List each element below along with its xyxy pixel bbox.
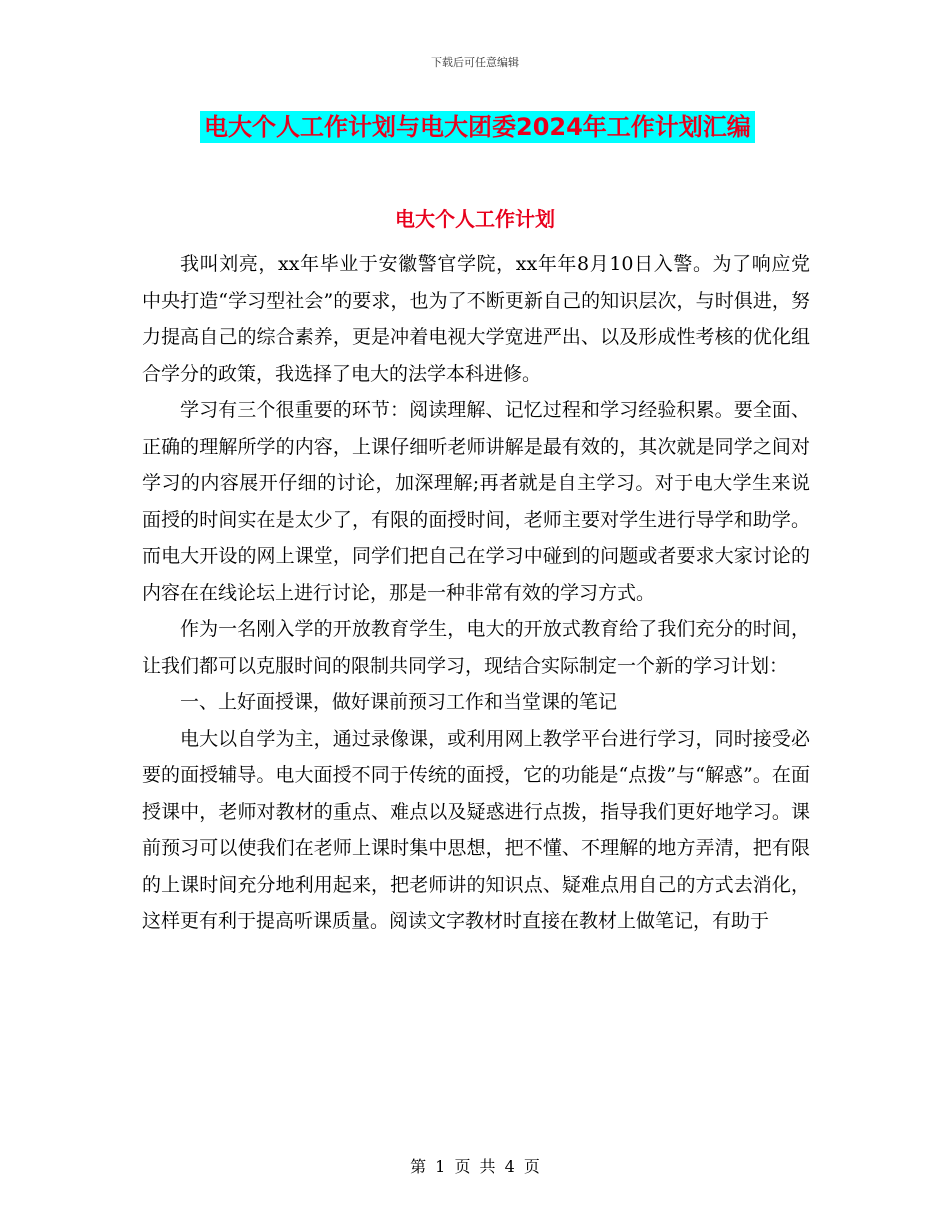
paragraph: 学习有三个很重要的环节：阅读理解、记忆过程和学习经验积累。要全面、正确的理解所学的内容，上课仔细听老师讲解是最有效的，其次就是同学之间对学习的内容展开仔细的讨论，加深理解;再者就是自主学习。对于电大学生来说面授的时间实在是太少了，有限的面授时间，老师主要对学生进行导学和助学。而电大开设的网上课堂，同学们把自己在学习中碰到的问题或者要求大家讨论的内容在在线论坛上进行讨论，那是一种非常有效的学习方式。 xyxy=(142,399,810,604)
paragraph-heading: 一、上好面授课，做好课前预习工作和当堂课的笔记 xyxy=(180,691,618,713)
header-note: 下载后可任意编辑 xyxy=(431,56,519,69)
paragraph: 我叫刘亮，xx年毕业于安徽警官学院，xx年年8月10日入警。为了响应党中央打造“学习型社会”的要求，也为了不断更新自己的知识层次，与时俱进，努力提高自己的综合素养，更是冲着电视大学宽进严出、以及形成性考核的优化组合学分的政策，我选择了电大的法学本科进修。 xyxy=(142,253,810,385)
paragraph: 作为一名刚入学的开放教育学生，电大的开放式教育给了我们充分的时间，让我们都可以克服时间的限制共同学习，现结合实际制定一个新的学习计划： xyxy=(142,618,810,677)
page-footer: 第 1 页 共 4 页 xyxy=(410,1157,540,1176)
document-title: 电大个人工作计划与电大团委2024年工作计划汇编 xyxy=(200,111,755,143)
document-body xyxy=(142,246,810,940)
paragraph: 电大以自学为主，通过录像课，或利用网上教学平台进行学习，同时接受必要的面授辅导。电大面授不同于传统的面授，它的功能是“点拨”与“解惑”。在面授课中，老师对教材的重点、难点以及疑惑进行点拨，指导我们更好地学习。课前预习可以使我们在老师上课时集中思想，把不懂、不理解的地方弄清，把有限的上课时间充分地利用起来，把老师讲的知识点、疑难点用自己的方式去消化，这样更有利于提高听课质量。阅读文字教材时直接在教材上做笔记，有助于 xyxy=(142,727,810,932)
section-title: 电大个人工作计划 xyxy=(395,207,555,231)
